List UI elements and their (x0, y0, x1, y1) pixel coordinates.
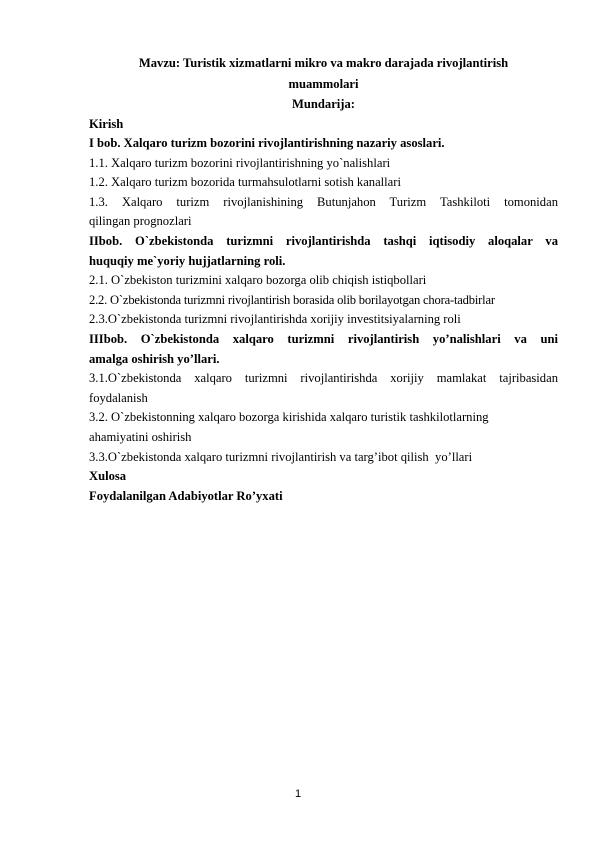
toc-chapter-3-continued: amalga oshirish yo’llari. (89, 351, 220, 366)
document-title-line-2: muammolari (288, 76, 359, 91)
toc-introduction: Kirish (89, 116, 124, 131)
page-content (89, 53, 558, 506)
contents-heading: Mundarija: (292, 97, 355, 111)
toc-section-3-1-continued: foydalanish (89, 390, 148, 405)
toc-section-1-2: 1.2. Xalqaro turizm bozorida turmahsulotlarni sotish kanallari (89, 175, 401, 190)
toc-chapter-1: I bob. Xalqaro turizm bozorini rivojlantirishning nazariy asoslari. (89, 136, 445, 151)
document-title-line-1: Mavzu: Turistik xizmatlarni mikro va makro darajada rivojlantirish (138, 56, 509, 70)
toc-section-3-3: 3.3.O`zbekistonda xalqaro turizmni rivojlantirish va targ’ibot qilish yo’llari (89, 449, 473, 464)
toc-section-2-3: 2.3.O`zbekistonda turizmni rivojlantirishda xorijiy investitsiyalarning roli (89, 312, 461, 327)
toc-section-3-2-continued: ahamiyatini oshirish (89, 430, 192, 444)
toc-section-3-2: 3.2. O`zbekistonning xalqaro bozorga kirishida xalqaro turistik tashkilotlarning (89, 410, 489, 425)
toc-chapter-3: IIIbob. O`zbekistonda xalqaro turizmni rivojlantirish yo’nalishlari va uni (89, 332, 558, 347)
toc-section-1-1: 1.1. Xalqaro turizm bozorini rivojlantirishning yo`nalishlari (89, 155, 391, 170)
toc-conclusion: Xulosa (89, 469, 127, 484)
toc-section-3-1: 3.1.O`zbekistonda xalqaro turizmni rivojlantirishda xorijiy mamlakat tajribasidan (89, 371, 558, 386)
toc-section-1-3-continued: qilingan prognozlari (89, 214, 192, 229)
toc-references: Foydalanilgan Adabiyotlar Ro’yxati (89, 488, 283, 503)
toc-section-2-1: 2.1. O`zbekiston turizmini xalqaro bozorga olib chiqish istiqbollari (89, 273, 427, 288)
page-number: 1 (294, 788, 302, 800)
toc-chapter-2: IIbob. O`zbekistonda turizmni rivojlantirishda tashqi iqtisodiy aloqalar va (89, 234, 558, 249)
toc-chapter-2-continued: huquqiy me`yoriy hujjatlarning roli. (89, 253, 286, 268)
toc-section-2-2: 2.2. O`zbekistonda turizmni rivojlantirish borasida olib borilayotgan chora-tadbirlar (89, 292, 495, 307)
toc-section-1-3: 1.3. Xalqaro turizm rivojlanishining Butunjahon Turizm Tashkiloti tomonidan (89, 194, 558, 209)
